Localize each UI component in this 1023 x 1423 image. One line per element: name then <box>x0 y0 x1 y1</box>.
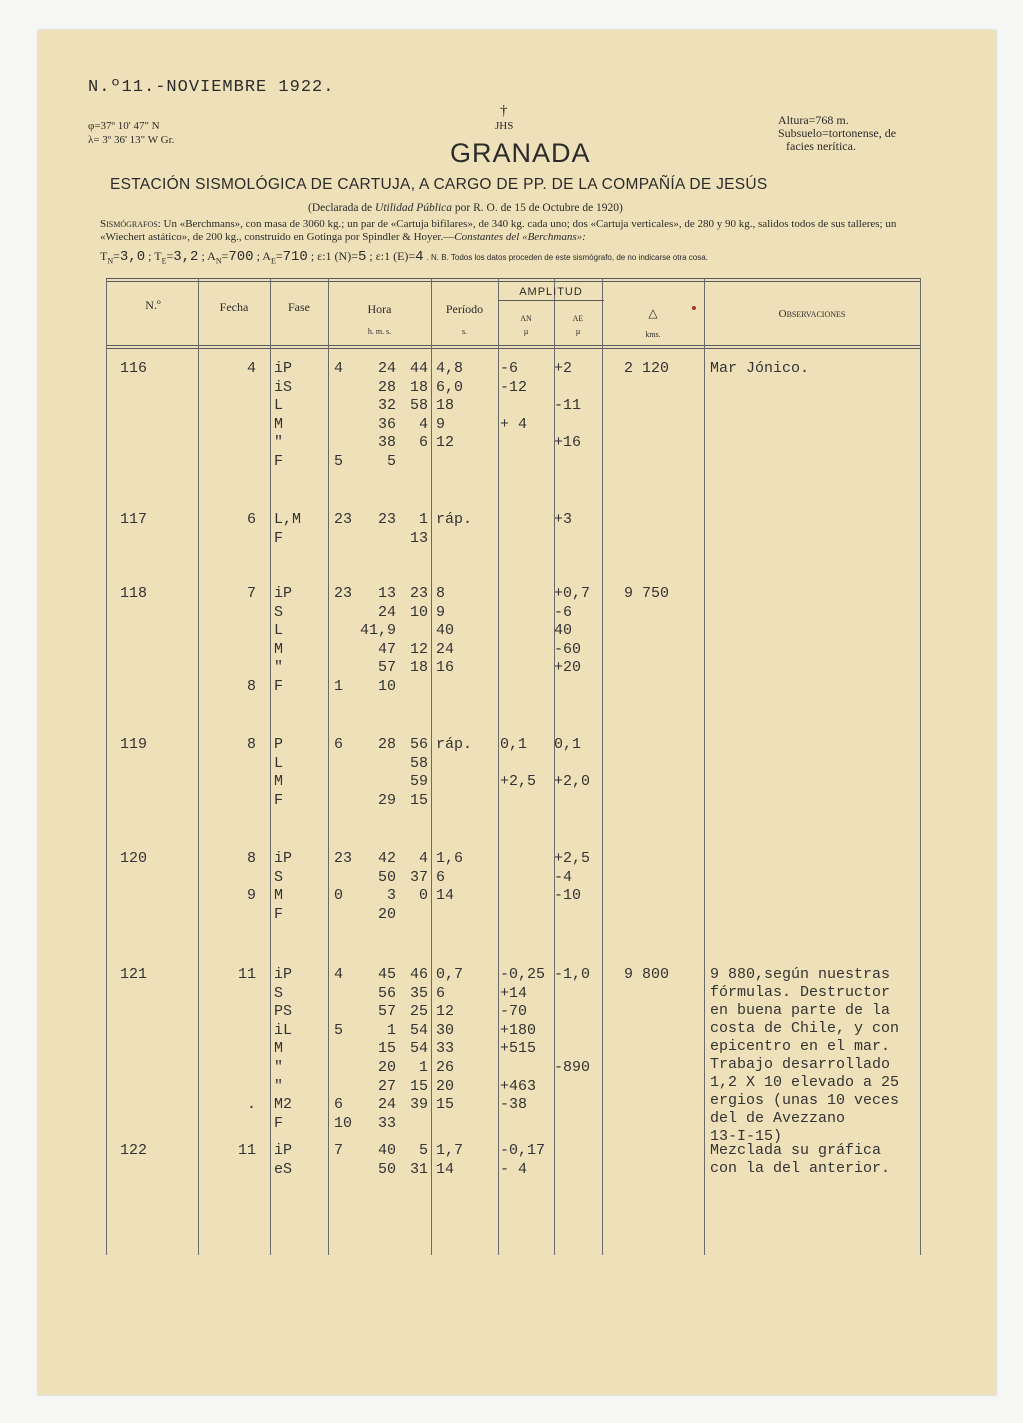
period: 12 <box>436 1003 455 1021</box>
amplitude-e: +0,7 <box>554 585 591 602</box>
minute: 24 <box>377 360 396 377</box>
minute: 29 <box>377 791 396 809</box>
amplitude-e: +20 <box>554 659 582 677</box>
minute: 23 <box>377 511 396 528</box>
amplitude-n: +14 <box>500 984 528 1002</box>
period: 1,7 <box>436 1142 464 1159</box>
column-line <box>704 278 705 1255</box>
seismographs-note: Sismógrafos: Un «Berchmans», con masa de 3060 kg.; un par de «Cartuja bifilares», de 340 kg. cada uno; dos «Cartuja verticales», de 280 y 90 kg., salidos todos de sus talleres; un «Wiechert astático», de 200 kg., construído en Gotinga por Spindler & Hoyer.—Constantes del «Berchmans»: <box>100 218 897 243</box>
declaration: (Declarada de Utilidad Pública por R. O. de 15 de Octubre de 1920) <box>308 202 623 214</box>
phase: L <box>274 754 284 772</box>
amplitude-e: +3 <box>554 511 573 528</box>
second: 10 <box>409 603 428 621</box>
amplitude-e: -890 <box>554 1059 591 1076</box>
amplitude-e: -1,0 <box>554 966 591 983</box>
observation: Mar Jónico. <box>710 360 810 377</box>
minute: 10 <box>377 678 396 695</box>
second: 15 <box>409 1077 428 1095</box>
column-line <box>554 278 555 1255</box>
constant: $T_N=3,0$ <box>100 249 146 266</box>
second: 58 <box>409 397 428 415</box>
phase: PS <box>274 1003 293 1021</box>
period: 9 <box>436 415 446 433</box>
second: 12 <box>409 640 428 658</box>
amplitude-n: +515 <box>500 1040 537 1058</box>
period: ráp. <box>436 736 473 753</box>
phase: M <box>274 887 284 905</box>
minute: 24 <box>377 603 396 621</box>
minute: 45 <box>377 966 396 983</box>
period: 14 <box>436 1160 455 1178</box>
second: 25 <box>409 1003 428 1021</box>
minute: 36 <box>377 415 396 433</box>
header-an-units: µ <box>523 327 529 336</box>
minute: 56 <box>377 984 396 1002</box>
amplitude-n: -70 <box>500 1003 528 1021</box>
period: 4,8 <box>436 360 464 377</box>
amplitude-e: 0,1 <box>554 736 582 753</box>
phase: M <box>274 773 284 791</box>
second: 0 <box>418 887 428 905</box>
second: 23 <box>409 585 428 602</box>
phase: M <box>274 640 284 658</box>
period: 14 <box>436 887 455 905</box>
hour: 7 <box>334 1142 344 1159</box>
phase: F <box>274 678 284 695</box>
minute: 41,9 <box>360 622 397 640</box>
second: 59 <box>409 773 428 791</box>
amplitude-n: + 4 <box>500 415 528 433</box>
column-line <box>498 278 499 1255</box>
minute: 24 <box>377 1096 396 1114</box>
column-line <box>270 278 271 1255</box>
column-line <box>602 278 603 1255</box>
header-observaciones: Observaciones <box>778 308 846 320</box>
subsoil: Subsuelo=tortonense, de <box>778 126 897 140</box>
minute: 42 <box>377 850 396 867</box>
second: 18 <box>409 378 428 396</box>
second: 35 <box>409 984 428 1002</box>
observation: Mezclada su gráfica con la del anterior. <box>710 1142 891 1177</box>
second: 4 <box>418 415 428 433</box>
amplitude-n: - 4 <box>500 1160 528 1178</box>
amplitude-n: +180 <box>500 1021 537 1039</box>
minute: 57 <box>377 1003 396 1021</box>
second: 58 <box>409 754 428 772</box>
period: 18 <box>436 397 455 415</box>
constant: ; $A_E=710$ <box>253 249 308 266</box>
bulletin-page <box>38 30 996 1395</box>
event-date: 4 <box>246 360 256 377</box>
phase: S <box>274 984 284 1002</box>
header-fase: Fase <box>288 300 310 314</box>
amplitude-e: -60 <box>554 640 582 658</box>
period: 20 <box>436 1077 455 1095</box>
event-date: 8 <box>246 678 256 695</box>
rule-line <box>106 281 920 282</box>
minute: 33 <box>377 1114 396 1132</box>
amplitude-e: -11 <box>554 397 582 415</box>
amplitude-n: -6 <box>500 360 519 377</box>
hour: 23 <box>334 585 353 602</box>
second: 15 <box>409 791 428 809</box>
second: 44 <box>409 360 428 377</box>
minute: 50 <box>377 868 396 886</box>
phase: S <box>274 868 284 886</box>
hour: 4 <box>334 360 344 377</box>
hour: 6 <box>334 1096 344 1114</box>
berchmans-constants: $T_N=3,0$ ; $T_E=3,2$ ; $A_N=700$ ; $A_E=710$ ; ε:1 (N)=5 ; ε:1 (E)=4 . N. B. Todos los datos proceden de este sismógrafo, de no indicarse otra cosa. <box>100 249 708 266</box>
phase: " <box>274 1077 284 1095</box>
phase: F <box>274 1114 284 1132</box>
second: 54 <box>409 1021 428 1039</box>
event-number: 122 <box>120 1142 148 1159</box>
phase: eS <box>274 1160 293 1178</box>
ink-dot <box>692 306 696 310</box>
second: 13 <box>409 529 428 547</box>
hour: 1 <box>334 678 344 695</box>
phase: M <box>274 1040 284 1058</box>
amplitude-n: +463 <box>500 1077 537 1095</box>
phase: iP <box>274 850 293 867</box>
hour: 5 <box>334 453 344 470</box>
header-hora-units: h. m. s. <box>367 327 392 336</box>
altitude: Altura=768 m. <box>778 113 849 127</box>
minute: 27 <box>377 1077 396 1095</box>
phase: iL <box>274 1021 293 1039</box>
event-date: 9 <box>246 887 256 905</box>
minute: 20 <box>377 1059 396 1076</box>
hour: 10 <box>334 1114 353 1132</box>
phase: iP <box>274 585 293 602</box>
hour: 0 <box>334 887 344 905</box>
city-title: GRANADA <box>450 138 591 168</box>
phase: L <box>274 397 284 415</box>
phase: F <box>274 529 284 547</box>
period: 0,7 <box>436 966 464 983</box>
header-delta-units: kms. <box>645 330 661 339</box>
event-number: 119 <box>120 736 148 753</box>
rule-line <box>498 300 604 301</box>
event-date: 8 <box>246 736 256 753</box>
minute: 47 <box>377 640 396 658</box>
column-line <box>106 278 107 1255</box>
phase: S <box>274 603 284 621</box>
constant: ; $A_N=700$ <box>198 249 254 266</box>
phase: L,M <box>274 511 302 528</box>
amplitude-n: -12 <box>500 378 528 396</box>
amplitude-n: +2,5 <box>500 773 537 791</box>
period: 1,6 <box>436 850 464 867</box>
period: 30 <box>436 1021 455 1039</box>
second: 1 <box>418 1059 428 1076</box>
period: 16 <box>436 659 455 677</box>
second: 56 <box>409 736 428 753</box>
phase: F <box>274 905 284 923</box>
period: 6 <box>436 868 446 886</box>
phase: F <box>274 791 284 809</box>
period: 33 <box>436 1040 455 1058</box>
minute: 28 <box>377 736 396 753</box>
second: 54 <box>409 1040 428 1058</box>
second: 39 <box>409 1096 428 1114</box>
period: 12 <box>436 434 455 452</box>
header-periodo: Período <box>445 302 484 316</box>
phase: iP <box>274 1142 293 1159</box>
phase: " <box>274 1059 284 1076</box>
period: 6,0 <box>436 378 464 396</box>
minute: 38 <box>377 434 396 452</box>
epicentral-distance: 2 120 <box>624 360 670 377</box>
header-amplitud: AMPLITUD <box>519 286 583 298</box>
minute: 15 <box>377 1040 396 1058</box>
issue-number: N.º11.-NOVIEMBRE 1922. <box>88 78 335 97</box>
minute: 5 <box>386 453 396 470</box>
header-periodo-units: s. <box>461 327 468 336</box>
epicentral-distance: 9 750 <box>624 585 670 602</box>
phase: P <box>274 736 284 753</box>
hour: 23 <box>334 511 353 528</box>
constant: ; $T_E=3,2$ <box>145 249 199 266</box>
event-number: 116 <box>120 360 148 377</box>
header-hora: Hora <box>367 302 392 316</box>
period: 24 <box>436 640 455 658</box>
second: 18 <box>409 659 428 677</box>
minute: 50 <box>377 1160 396 1178</box>
facies: facies nerítica. <box>786 139 856 153</box>
hour: 5 <box>334 1021 344 1039</box>
phase: F <box>274 453 284 470</box>
phase: " <box>274 434 284 452</box>
jhs-monogram: JHS <box>495 120 514 132</box>
minute: 40 <box>377 1142 396 1159</box>
minute: 28 <box>377 378 396 396</box>
rule-line <box>106 278 920 279</box>
phase: iS <box>274 378 293 396</box>
column-line <box>431 278 432 1255</box>
observation: 9 880,según nuestras fórmulas. Destructor en buena parte de la costa de Chile, y con epicentro en el mar. Trabajo desarrollado 1,2 X 10 elevado a 25 ergios (unas 10 veces del de Avezzano 13-I-15) <box>710 966 900 1145</box>
amplitude-e: -6 <box>554 603 573 621</box>
period: 40 <box>436 622 455 640</box>
column-line <box>328 278 329 1255</box>
column-line <box>920 278 921 1255</box>
period: 8 <box>436 585 446 602</box>
phase: " <box>274 659 284 677</box>
longitude: λ= 3º 36' 13" W Gr. <box>88 134 175 146</box>
second: 5 <box>418 1142 428 1159</box>
hour: 23 <box>334 850 353 867</box>
minute: 20 <box>377 905 396 923</box>
second: 6 <box>418 434 428 452</box>
amplitude-e: -10 <box>554 887 582 905</box>
header-num: N.º <box>145 298 161 312</box>
amplitude-e: +2,0 <box>554 773 591 791</box>
amplitude-e: -4 <box>554 868 573 886</box>
amplitude-e: 40 <box>554 622 573 640</box>
event-date: 11 <box>237 966 256 983</box>
amplitude-e: +2,5 <box>554 850 591 867</box>
event-number: 121 <box>120 966 148 983</box>
amplitude-e: +16 <box>554 434 582 452</box>
phase: iP <box>274 360 293 377</box>
minute: 3 <box>386 887 396 905</box>
hour: 6 <box>334 736 344 753</box>
header-delta: △ <box>648 306 658 320</box>
minute: 13 <box>377 585 396 602</box>
hour: 4 <box>334 966 344 983</box>
phase: iP <box>274 966 293 983</box>
event-date: 7 <box>246 585 256 602</box>
period: 6 <box>436 984 446 1002</box>
event-number: 118 <box>120 585 148 602</box>
second: 46 <box>409 966 428 983</box>
second: 31 <box>409 1160 428 1178</box>
second: 1 <box>418 511 428 528</box>
event-date: 8 <box>246 850 256 867</box>
header-ae: AE <box>572 314 584 323</box>
minute: 32 <box>377 397 396 415</box>
amplitude-n: -0,25 <box>500 966 546 983</box>
amplitude-n: -0,17 <box>500 1142 546 1159</box>
second: 37 <box>409 868 428 886</box>
amplitude-n: 0,1 <box>500 736 528 753</box>
period: 9 <box>436 603 446 621</box>
event-number: 120 <box>120 850 148 867</box>
phase: M2 <box>274 1096 293 1114</box>
phase: L <box>274 622 284 640</box>
second: 4 <box>418 850 428 867</box>
period: 26 <box>436 1059 455 1076</box>
station-title: ESTACIÓN SISMOLÓGICA DE CARTUJA, A CARGO DE PP. DE LA COMPAÑÍA DE JESÚS <box>110 176 768 193</box>
header-ae-units: µ <box>575 327 581 336</box>
minute: 57 <box>377 659 396 677</box>
event-number: 117 <box>120 511 148 528</box>
latitude: φ=37º 10' 47" N <box>88 120 160 132</box>
phase: M <box>274 415 284 433</box>
header-fecha: Fecha <box>219 300 249 314</box>
event-date: 11 <box>237 1142 256 1159</box>
cross-symbol: † <box>500 103 508 119</box>
period: ráp. <box>436 511 473 528</box>
event-date: . <box>246 1096 256 1114</box>
header-an: AN <box>520 314 532 323</box>
amplitude-n: -38 <box>500 1096 528 1114</box>
amplitude-e: +2 <box>554 360 573 377</box>
event-date: 6 <box>246 511 256 528</box>
minute: 1 <box>386 1021 396 1039</box>
epicentral-distance: 9 800 <box>624 966 670 983</box>
rule-line <box>106 348 920 349</box>
period: 15 <box>436 1096 455 1114</box>
rule-line <box>106 345 920 346</box>
